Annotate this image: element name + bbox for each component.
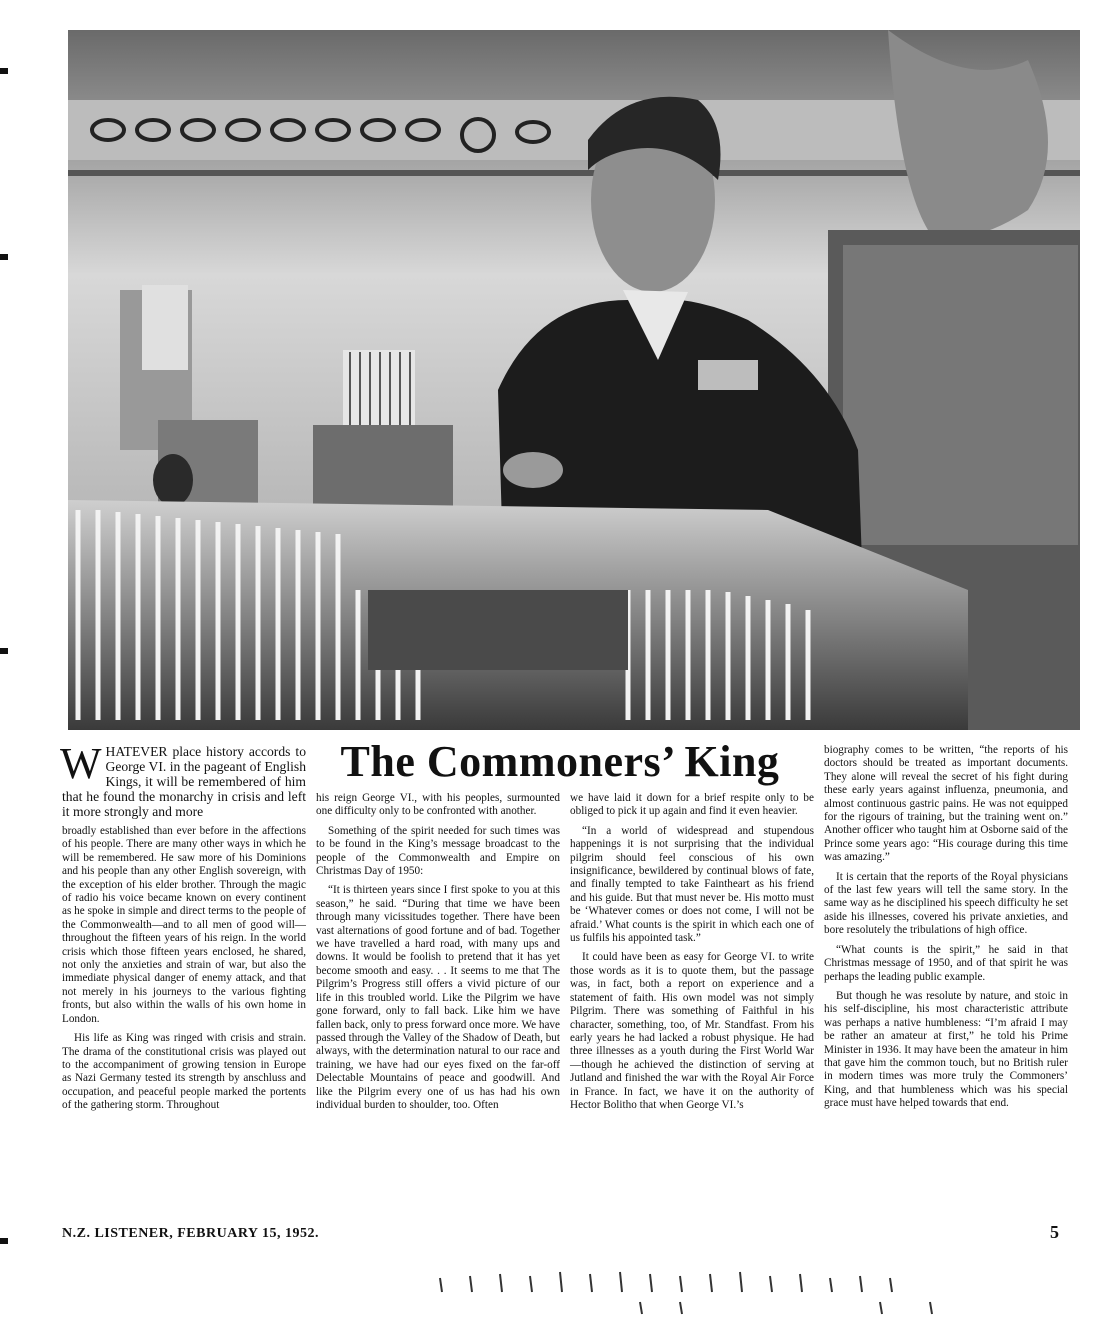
article-paragraph: his reign George VI., with his peoples, surmounted one difficulty only to be confronted with another. [316,792,560,818]
article-column-2 [316,792,560,1118]
article-paragraph: biography comes to be written, “the reports of his doctors should be treated as important documents. They alone will reveal the secret of his fight during these early years against influenza, pneumonia, and almost continuous gastric pains. He was not equipped for the rigours of training, but the training went on.” Another officer who taught him at Osborne said of the Prince some years ago: “His courage during this time was amazing.” [824,744,1068,864]
scan-edge-mark [0,254,8,260]
article-paragraph: But though he was resolute by nature, and stoic in his self-discipline, his most characteristic attribute was perhaps a native humbleness: “I’m afraid I may be rather an amateur at first,” he told his Prime Minister in 1936. It may have been the amateur in him that gave him the common touch, but no British ruler in modern times was more truly the Commoners’ King, and that humbleness which was his special grace must have helped towards that end. [824,989,1068,1110]
photo-illustration [68,30,1080,730]
publication-footer: N.Z. LISTENER, FEBRUARY 15, 1952. [62,1226,320,1241]
article-column-3 [570,792,814,1118]
article-paragraph: It is certain that the reports of the Royal physicians of the last few years will tell the same story. In the same way as he disciplined his speech difficulty he set aside his illnesses, covered his private anxieties, and bore resolutely the tribulations of high office. [824,870,1068,937]
article-paragraph: It could have been as easy for George VI. to write those words as it is to quote them, but the passage was, in fact, both a report on experience and a statement of faith. His own model was not simply Pilgrim. There was something of Faithful in his character, something, too, of Mr. Standfast. From his early years he had lacked a robust physique. He had three illnesses as a youth during the First World War—though he achieved the distinction of serving at Jutland and finished the war with the Royal Air Force in France. In fact, we have it on the authority of Hector Bolitho that when George VI.’s [570,951,814,1111]
article-paragraph: we have laid it down for a brief respite only to be obliged to pick it up again and find it even heavier. [570,792,814,818]
article-paragraph: Something of the spirit needed for such times was to be found in the King’s message broadcast to the people of the Commonwealth and Empire on Christmas Day of 1950: [316,824,560,878]
article-paragraph: “It is thirteen years since I first spoke to you at this season,” he said. “During that time we have been through many vicissitudes together. There have been vast alternations of good fortune and of bad. Together we have travelled a hard road, with many ups and downs. It would be foolish to pretend that it has yet become smooth and easy. . . It seems to me that The Pilgrim’s Progress still offers a vivid picture of our life in this troubled world. Like the Pilgrim we have gone forward, only to fall back. Like him we have fallen back, only to press forward once more. We have passed through the Valley of the Shadow of Death, but always, with the determination natural to our race and training, we have had our eyes fixed on the far-off Delectable Mountains of peace and goodwill. And like the Pilgrim every one of us has had his own individual burden to shoulder, too. Often [316,884,561,1111]
article-paragraph: His life as King was ringed with crisis and strain. The drama of the constitutional crisis was played out to the accompaniment of growing tension in Europe as Nazi Germany tested its strength by anschluss and occupation, and peaceful people marked the portents of the gathering storm. Throughout [62,1032,306,1112]
scan-edge-mark [0,68,8,74]
article-paragraph: “What counts is the spirit,” he said in that Christmas message of 1950, and of that spirit he was perhaps the leading public example. [824,943,1068,983]
lead-text: HATEVER place history accords to George VI. in the pageant of English Kings, it will be remembered of him that he found the monarchy in crisis and left it more strongly and more [62,744,306,819]
scan-edge-mark [0,648,8,654]
article-paragraph: broadly established than ever before in the affections of his people. There are many other ways in which he will be remembered. He saw more of his Dominions and his people than any other English sovereign, with the exception of his elder brother. Through the magic of radio his voice became known on every continent as he spoke in simple and direct terms to the people of the Commonwealth—and to all men of good will—throughout the fifteen years of his reign. In the world crisis which those fifteen years enclosed, he shared, not only the anxieties and strain of war, but also the immediate physical danger of enemy attack, and that not merely in his journeys to the various fighting fronts, but also within the walls of his own home in London. [62,825,306,1025]
scan-edge-mark [0,1238,8,1244]
king-photograph [68,30,1080,730]
article-column-1 [60,739,306,1119]
article-paragraph: “In a world of widespread and stupendous happenings it is not surprising that the individual pilgrim should feel conscious of his own insignificance, bewildered by continual blows of fate, and finally tempted to take Faintheart as his friend and his guide. But that must never be. His motto must be ‘Whatever comes or does not come, I will not be afraid.’ What counts is the spirit in which each one of us fulfils his appointed task.” [570,824,814,945]
article-column-4 [824,744,1068,1117]
page-number: 5 [1050,1222,1059,1242]
scan-artifact-marks [430,1268,1030,1318]
article-headline: The Commoners’ King [340,737,780,786]
article-lead-paragraph [60,739,306,819]
drop-cap: W [60,739,102,788]
